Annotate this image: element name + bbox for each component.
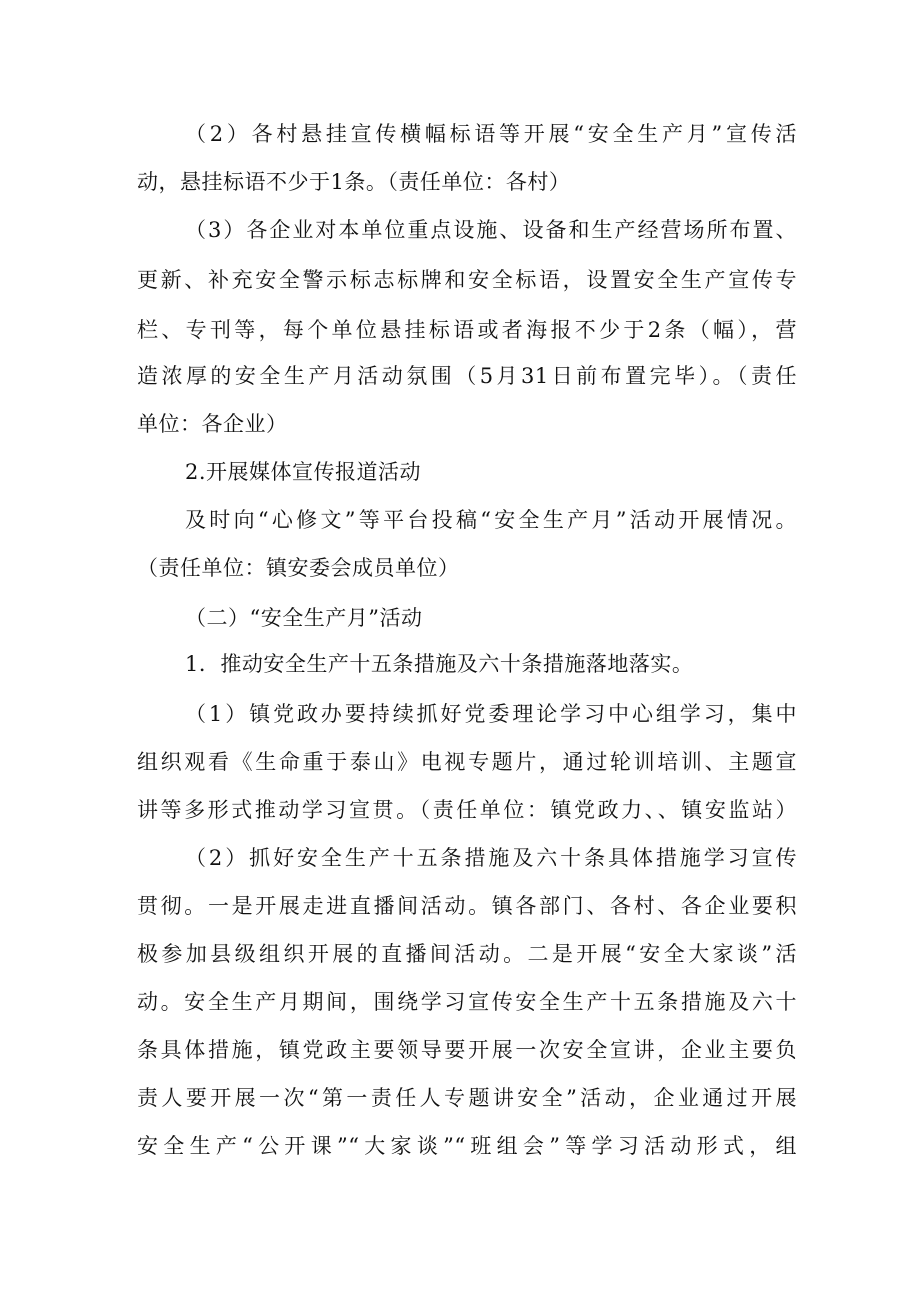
paragraph-line: 单位：各企业）	[137, 412, 288, 436]
paragraph-line: 造浓厚的安全生产月活动氛围（5月31日前布置完毕）。（责任	[137, 364, 797, 388]
paragraph-line: 条具体措施，镇党政主要领导要开展一次安全宣讲，企业主要负	[137, 1038, 797, 1062]
paragraph-line: （责任单位：镇安委会成员单位）	[137, 556, 460, 580]
section-heading: （二）“安全生产月”活动	[185, 606, 423, 630]
paragraph-line: 极参加县级组织开展的直播间活动。二是开展“安全大家谈”活	[137, 942, 797, 966]
section-heading: 1．推动安全生产十五条措施及六十条措施落地落实。	[185, 652, 694, 676]
paragraph-line: 组织观看《生命重于泰山》电视专题片，通过轮训培训、主题宣	[137, 750, 797, 774]
paragraph-line: 责人要开展一次“第一责任人专题讲安全”活动，企业通过开展	[137, 1086, 797, 1110]
paragraph-line: 栏、专刊等，每个单位悬挂标语或者海报不少于2条（幅），营	[137, 318, 797, 342]
paragraph-line: 动，悬挂标语不少于1条。（责任单位：各村）	[137, 170, 571, 194]
paragraph-line: （3）各企业对本单位重点设施、设备和生产经营场所布置、	[185, 218, 797, 242]
paragraph-line: （2）抓好安全生产十五条措施及六十条具体措施学习宣传	[185, 846, 797, 870]
paragraph-line: 动。安全生产月期间，围绕学习宣传安全生产十五条措施及六十	[137, 990, 797, 1014]
paragraph-line: 及时向“心修文”等平台投稿“安全生产月”活动开展情况。	[185, 508, 797, 532]
paragraph-line: 讲等多形式推动学习宣贯。（责任单位：镇党政力、、镇安监站）	[137, 798, 797, 822]
paragraph-line: 贯彻。一是开展走进直播间活动。镇各部门、各村、各企业要积	[137, 894, 797, 918]
section-heading: 2.开展媒体宣传报道活动	[185, 460, 422, 484]
paragraph-line: （1）镇党政办要持续抓好党委理论学习中心组学习，集中	[185, 702, 797, 726]
paragraph-line: 安全生产“公开课”“大家谈”“班组会”等学习活动形式，组	[137, 1134, 797, 1158]
paragraph-line: 更新、补充安全警示标志标牌和安全标语，设置安全生产宣传专	[137, 268, 797, 292]
paragraph-line: （2）各村悬挂宣传横幅标语等开展“安全生产月”宣传活	[185, 122, 797, 146]
